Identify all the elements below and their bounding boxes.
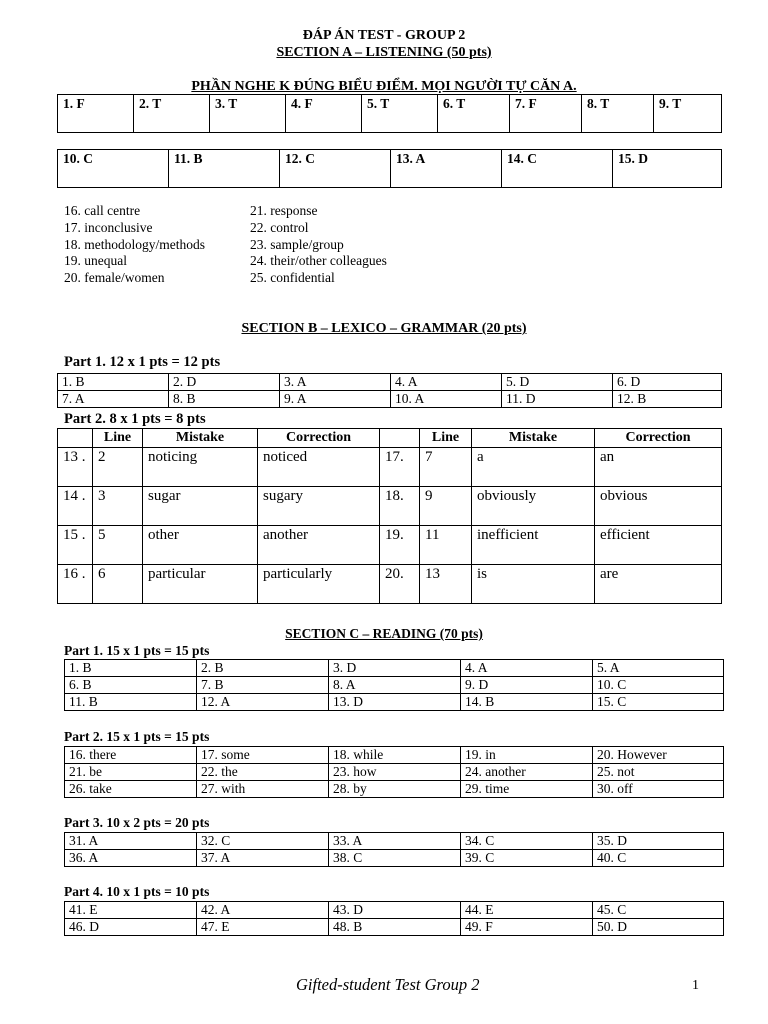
answer-cell: 35. D xyxy=(593,833,724,850)
line-cell: 13 xyxy=(420,565,472,604)
answer-cell: 25. not xyxy=(593,764,724,781)
line-cell: 6 xyxy=(93,565,143,604)
document-title: ĐÁP ÁN TEST - GROUP 2 xyxy=(302,28,466,43)
listening-table-1 xyxy=(57,94,722,133)
answer-cell: 39. C xyxy=(461,850,593,867)
correction-cell: obvious xyxy=(595,487,722,526)
answer-cell: 4. A xyxy=(391,374,502,391)
answer-cell: 7. A xyxy=(58,391,169,408)
column-header xyxy=(380,429,420,448)
correction-cell: particularly xyxy=(258,565,380,604)
reading-part3-table xyxy=(64,832,724,867)
answer-cell: 7. B xyxy=(197,677,329,694)
answer-cell: 11. B xyxy=(65,694,197,711)
answer-cell: 5. T xyxy=(362,95,438,133)
correction-cell: an xyxy=(595,448,722,487)
answer-cell: 3. A xyxy=(280,374,391,391)
answer-cell: 20. However xyxy=(593,747,724,764)
table-row xyxy=(65,902,724,919)
correction-cell: another xyxy=(258,526,380,565)
reading-part1-table xyxy=(64,659,724,711)
answer-cell: 32. C xyxy=(197,833,329,850)
answer-cell: 31. A xyxy=(65,833,197,850)
list-item: 16. call centre xyxy=(64,203,141,218)
answer-cell: 2. D xyxy=(169,374,280,391)
line-cell: 5 xyxy=(93,526,143,565)
answer-cell: 12. A xyxy=(197,694,329,711)
answer-cell: 4. A xyxy=(461,660,593,677)
mistake-cell: particular xyxy=(143,565,258,604)
answer-cell: 12. B xyxy=(613,391,722,408)
answer-cell: 11. D xyxy=(502,391,613,408)
vocab-list-left xyxy=(64,203,205,287)
reading-part2-table xyxy=(64,746,724,798)
line-cell: 7 xyxy=(420,448,472,487)
listening-table-2 xyxy=(57,149,722,188)
answer-cell: 27. with xyxy=(197,781,329,798)
table-row xyxy=(58,526,722,565)
answer-cell: 40. C xyxy=(593,850,724,867)
table-row xyxy=(65,781,724,798)
table-row xyxy=(65,677,724,694)
answer-cell: 2. T xyxy=(134,95,210,133)
answer-cell: 5. D xyxy=(502,374,613,391)
answer-cell: 1. F xyxy=(58,95,134,133)
answer-cell: 22. the xyxy=(197,764,329,781)
answer-cell: 23. how xyxy=(329,764,461,781)
answer-cell: 13. D xyxy=(329,694,461,711)
answer-cell: 38. C xyxy=(329,850,461,867)
table-row xyxy=(65,833,724,850)
table-row xyxy=(58,448,722,487)
table-row xyxy=(58,374,722,391)
answer-cell: 9. A xyxy=(280,391,391,408)
section-c-title: SECTION C – READING (70 pts) xyxy=(285,626,483,641)
mistake-cell: obviously xyxy=(472,487,595,526)
answer-cell: 47. E xyxy=(197,919,329,936)
answer-cell: 3. D xyxy=(329,660,461,677)
section-c-part4-title: Part 4. 10 x 1 pts = 10 pts xyxy=(64,884,210,899)
section-c-part1-title: Part 1. 15 x 1 pts = 15 pts xyxy=(64,643,210,658)
answer-cell: 17. some xyxy=(197,747,329,764)
section-c-part3-title: Part 3. 10 x 2 pts = 20 pts xyxy=(64,815,210,830)
mistake-cell: sugar xyxy=(143,487,258,526)
mistake-cell: other xyxy=(143,526,258,565)
answer-cell: 6. T xyxy=(438,95,510,133)
list-item: 21. response xyxy=(250,203,318,218)
mistake-correction-table xyxy=(57,428,722,604)
answer-cell: 41. E xyxy=(65,902,197,919)
table-header-row xyxy=(58,429,722,448)
question-number: 16 . xyxy=(58,565,93,604)
table-row xyxy=(58,565,722,604)
answer-cell: 43. D xyxy=(329,902,461,919)
answer-cell: 11. B xyxy=(169,150,280,188)
answer-cell: 9. D xyxy=(461,677,593,694)
page-number: 1 xyxy=(692,978,699,993)
mistake-cell: a xyxy=(472,448,595,487)
answer-cell: 14. C xyxy=(502,150,613,188)
answer-cell: 8. A xyxy=(329,677,461,694)
answer-cell: 13. A xyxy=(391,150,502,188)
answer-cell: 14. B xyxy=(461,694,593,711)
line-cell: 11 xyxy=(420,526,472,565)
question-number: 15 . xyxy=(58,526,93,565)
table-row xyxy=(65,764,724,781)
answer-cell: 45. C xyxy=(593,902,724,919)
section-c-part2-title: Part 2. 15 x 1 pts = 15 pts xyxy=(64,729,210,744)
table-row xyxy=(65,660,724,677)
list-item: 23. sample/group xyxy=(250,236,344,252)
answer-cell: 44. E xyxy=(461,902,593,919)
list-item: 18. methodology/methods xyxy=(64,236,205,252)
answer-cell: 36. A xyxy=(65,850,197,867)
answer-cell: 2. B xyxy=(197,660,329,677)
list-item: 25. confidential xyxy=(250,270,335,286)
answer-cell: 4. F xyxy=(286,95,362,133)
column-header: Correction xyxy=(595,429,722,448)
list-item: 20. female/women xyxy=(64,270,165,286)
vocab-list-right xyxy=(250,203,387,287)
answer-cell: 3. T xyxy=(210,95,286,133)
column-header: Correction xyxy=(258,429,380,448)
table-row xyxy=(58,487,722,526)
answer-cell: 8. B xyxy=(169,391,280,408)
answer-cell: 21. be xyxy=(65,764,197,781)
answer-cell: 48. B xyxy=(329,919,461,936)
column-header: Mistake xyxy=(143,429,258,448)
section-b-part2-title: Part 2. 8 x 1 pts = 8 pts xyxy=(64,411,206,427)
answer-cell: 50. D xyxy=(593,919,724,936)
line-cell: 3 xyxy=(93,487,143,526)
answer-cell: 49. F xyxy=(461,919,593,936)
list-item: 19. unequal xyxy=(64,253,127,269)
answer-cell: 34. C xyxy=(461,833,593,850)
footer-text: Gifted-student Test Group 2 xyxy=(296,975,480,994)
table-row xyxy=(65,919,724,936)
answer-cell: 10. C xyxy=(593,677,724,694)
answer-cell: 12. C xyxy=(280,150,391,188)
answer-cell: 6. D xyxy=(613,374,722,391)
correction-cell: sugary xyxy=(258,487,380,526)
answer-cell: 26. take xyxy=(65,781,197,798)
list-item: 17. inconclusive xyxy=(64,219,153,235)
mistake-cell: inefficient xyxy=(472,526,595,565)
column-header: Mistake xyxy=(472,429,595,448)
answer-cell: 28. by xyxy=(329,781,461,798)
answer-cell: 46. D xyxy=(65,919,197,936)
answer-cell: 9. T xyxy=(654,95,722,133)
answer-cell: 5. A xyxy=(593,660,724,677)
listening-note: PHẦN NGHE K ĐÚNG BIỂU ĐIỂM. MỌI NGƯỜI TỰ CĂN A. xyxy=(191,79,577,94)
line-cell: 9 xyxy=(420,487,472,526)
question-number: 20. xyxy=(380,565,420,604)
answer-cell: 10. C xyxy=(58,150,169,188)
answer-cell: 16. there xyxy=(65,747,197,764)
question-number: 14 . xyxy=(58,487,93,526)
question-number: 18. xyxy=(380,487,420,526)
table-row xyxy=(58,150,722,188)
answer-cell: 33. A xyxy=(329,833,461,850)
table-row xyxy=(65,850,724,867)
column-header: Line xyxy=(93,429,143,448)
answer-cell: 24. another xyxy=(461,764,593,781)
question-number: 13 . xyxy=(58,448,93,487)
answer-cell: 15. C xyxy=(593,694,724,711)
mistake-cell: noticing xyxy=(143,448,258,487)
question-number: 19. xyxy=(380,526,420,565)
column-header: Line xyxy=(420,429,472,448)
correction-cell: efficient xyxy=(595,526,722,565)
section-b-part1-title: Part 1. 12 x 1 pts = 12 pts xyxy=(64,354,221,370)
answer-cell: 18. while xyxy=(329,747,461,764)
section-a-title: SECTION A – LISTENING (50 pts) xyxy=(276,45,492,60)
answer-cell: 15. D xyxy=(613,150,722,188)
reading-part4-table xyxy=(64,901,724,936)
section-b-part1-table xyxy=(57,373,722,408)
table-row xyxy=(65,694,724,711)
list-item: 22. control xyxy=(250,219,309,235)
table-row xyxy=(65,747,724,764)
table-row xyxy=(58,95,722,133)
table-row xyxy=(58,391,722,408)
mistake-cell: is xyxy=(472,565,595,604)
answer-cell: 29. time xyxy=(461,781,593,798)
answer-cell: 19. in xyxy=(461,747,593,764)
answer-cell: 1. B xyxy=(58,374,169,391)
answer-cell: 10. A xyxy=(391,391,502,408)
answer-cell: 6. B xyxy=(65,677,197,694)
correction-cell: noticed xyxy=(258,448,380,487)
answer-cell: 8. T xyxy=(582,95,654,133)
answer-cell: 1. B xyxy=(65,660,197,677)
list-item: 24. their/other colleagues xyxy=(250,253,387,269)
column-header xyxy=(58,429,93,448)
answer-cell: 42. A xyxy=(197,902,329,919)
answer-cell: 7. F xyxy=(510,95,582,133)
answer-cell: 37. A xyxy=(197,850,329,867)
section-b-title: SECTION B – LEXICO – GRAMMAR (20 pts) xyxy=(241,321,527,336)
correction-cell: are xyxy=(595,565,722,604)
line-cell: 2 xyxy=(93,448,143,487)
answer-cell: 30. off xyxy=(593,781,724,798)
question-number: 17. xyxy=(380,448,420,487)
